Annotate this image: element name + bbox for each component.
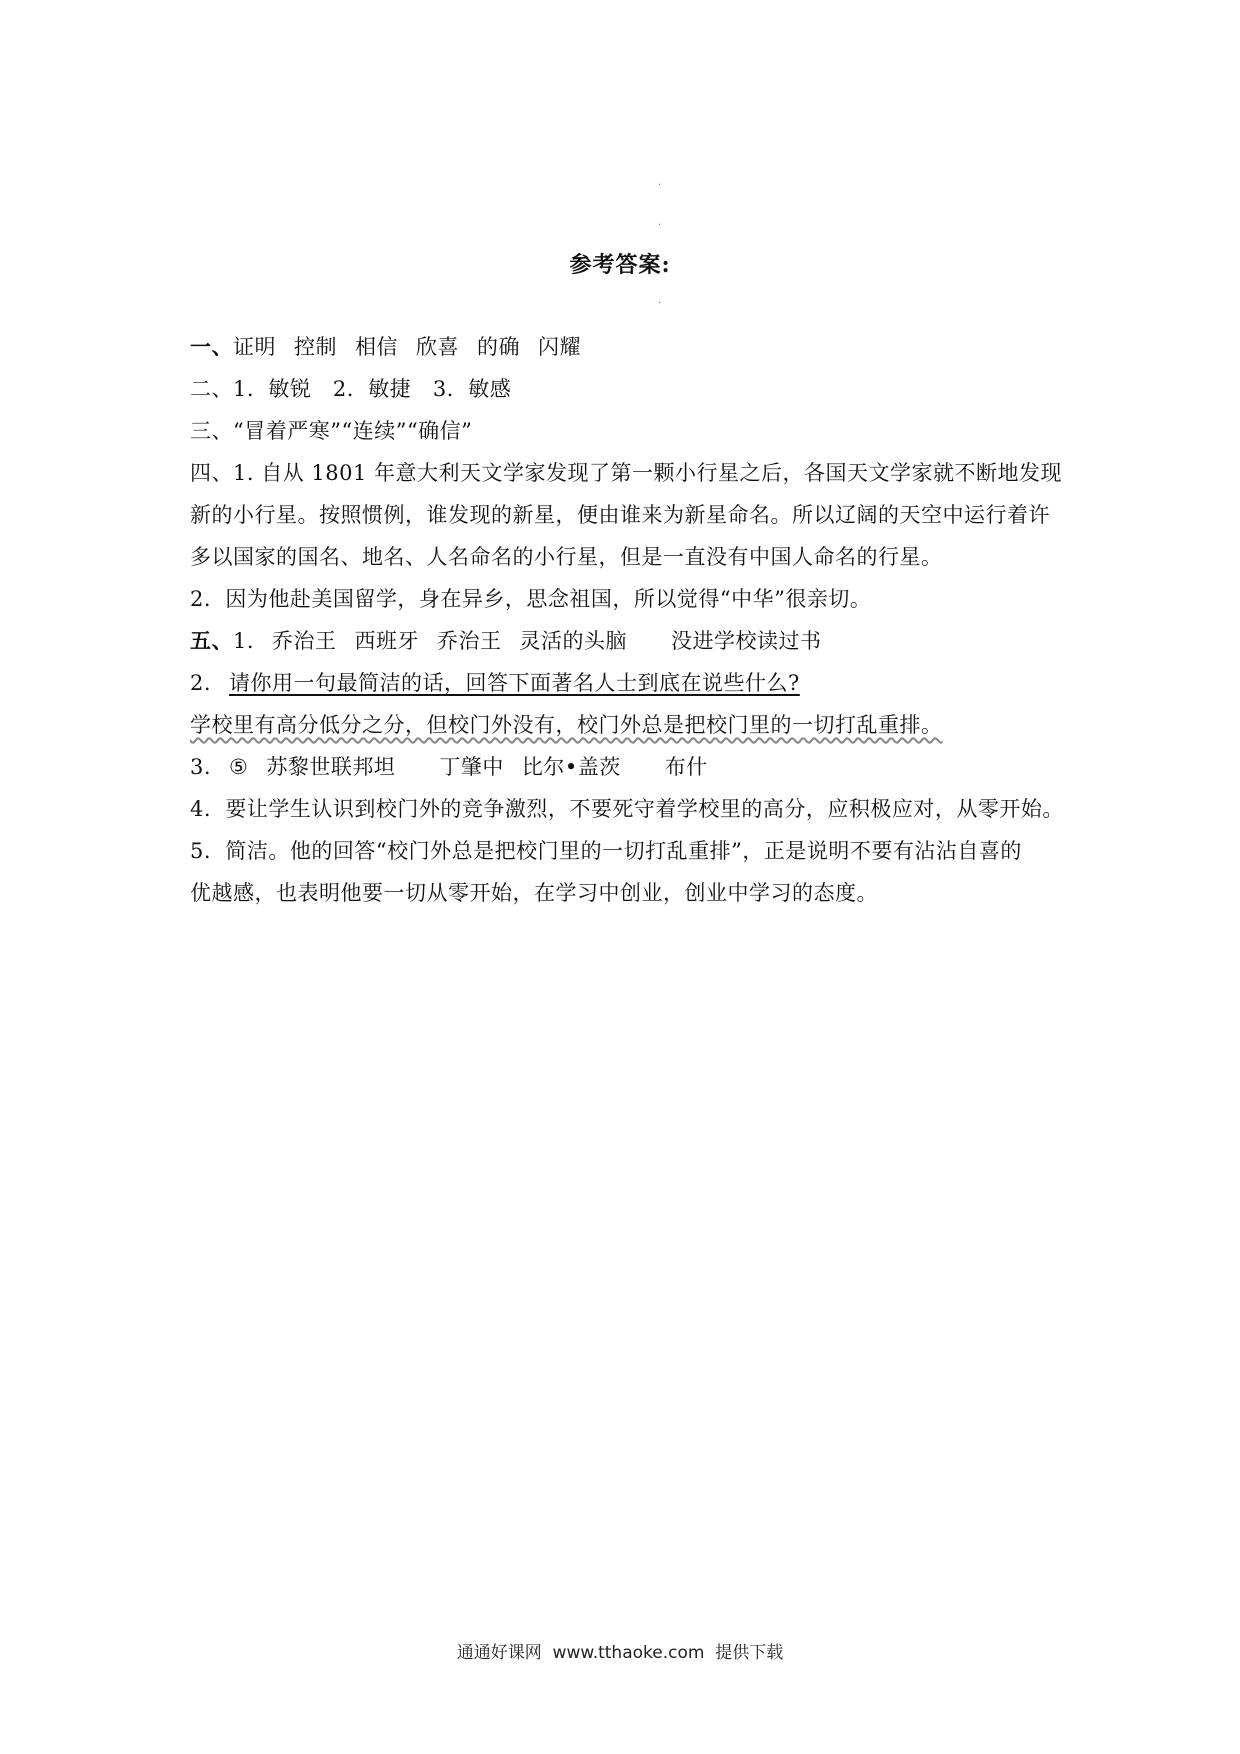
footer-source: 通通好课网 www.tthaoke.com 提供下载: [456, 1643, 784, 1663]
section-5-q5-line2: 优越感，也表明他要一切从零开始，在学习中创业，创业中学习的态度。: [190, 881, 878, 905]
section-5-q5-line1: 5. 简洁。他的回答“校门外总是把校门里的一切打乱重排”，正是说明不要有沾沾自喜的: [190, 839, 1022, 863]
section-5-q3-num: 3.: [190, 755, 212, 779]
paragraph-mark: .: [658, 295, 662, 306]
section-2-label: 二、: [190, 377, 233, 401]
section-5-q4: 4. 要让学生认识到校门外的竞争激烈，不要死守着学校里的高分，应积极应对，从零开始。: [190, 797, 1064, 821]
answer-word: 没进学校读过书: [671, 629, 822, 653]
answer-word: 比尔•盖茨: [521, 755, 621, 779]
section-3-line: [190, 410, 1070, 452]
answer-word: 布什: [664, 755, 708, 779]
section-5-q2-question: [190, 662, 1070, 704]
section-5-q2-answer: [190, 704, 1070, 746]
section-5-label: 五、: [190, 628, 233, 653]
answer-word: 闪耀: [538, 335, 581, 359]
underlined-question: 请你用一句最简洁的话，回答下面著名人士到底在说些什么?: [229, 671, 800, 695]
answer-word: ⑤: [229, 755, 249, 779]
section-5-q2-num: 2.: [190, 671, 212, 695]
paragraph-mark: .: [658, 177, 662, 188]
answer-word: 灵活的头脑: [519, 629, 628, 653]
answer-word: 苏黎世联邦坦: [266, 755, 396, 779]
section-4-label: 四、: [190, 461, 233, 485]
answer-word: 丁肇中: [439, 755, 504, 779]
page-title: 参考答案:: [569, 252, 671, 278]
section-4-q1-text: 1. 自从 1801 年意大利天文学家发现了第一颗小行星之后，各国天文学家就不断地发现: [233, 461, 1063, 485]
section-4-q2: 2. 因为他赴美国留学，身在异乡，思念祖国，所以觉得“中华”很亲切。: [190, 587, 872, 611]
section-4-q1-line3: 多以国家的国名、地名、人名命名的小行星，但是一直没有中国人命名的行星。: [190, 545, 943, 569]
section-2-content: 1. 敏锐 2. 敏捷 3. 敏感: [233, 377, 512, 401]
section-3-label: 三、: [190, 419, 233, 443]
section-4-q1-line2: 新的小行星。按照惯例，谁发现的新星，便由谁来为新星命名。所以辽阔的天空中运行着许: [190, 503, 1050, 527]
answer-word: 欣喜: [416, 335, 459, 359]
section-5-q1-num: 1.: [233, 629, 255, 653]
answer-word: 控制: [294, 335, 337, 359]
section-1-label: 一、: [190, 334, 233, 359]
section-2-line: [190, 368, 1070, 410]
section-1-line: [190, 326, 1070, 368]
wavy-underlined-answer: 学校里有高分低分之分，但校门外没有，校门外总是把校门里的一切打乱重排。: [190, 713, 943, 737]
answer-word: 相信: [355, 335, 398, 359]
section-5-q1-line: [190, 620, 1070, 662]
answer-word: 乔治王: [437, 629, 502, 653]
section-4-q1-line1: [190, 452, 1070, 494]
paragraph-mark: .: [658, 217, 662, 228]
answer-body: [190, 326, 1070, 914]
section-5-q3-line: [190, 746, 1070, 788]
answer-word: 乔治王: [272, 629, 337, 653]
section-3-content: “冒着严寒”“连续”“确信”: [233, 419, 473, 443]
answer-word: 证明: [233, 335, 276, 359]
answer-word: 的确: [477, 335, 520, 359]
answer-word: 西班牙: [354, 629, 420, 653]
